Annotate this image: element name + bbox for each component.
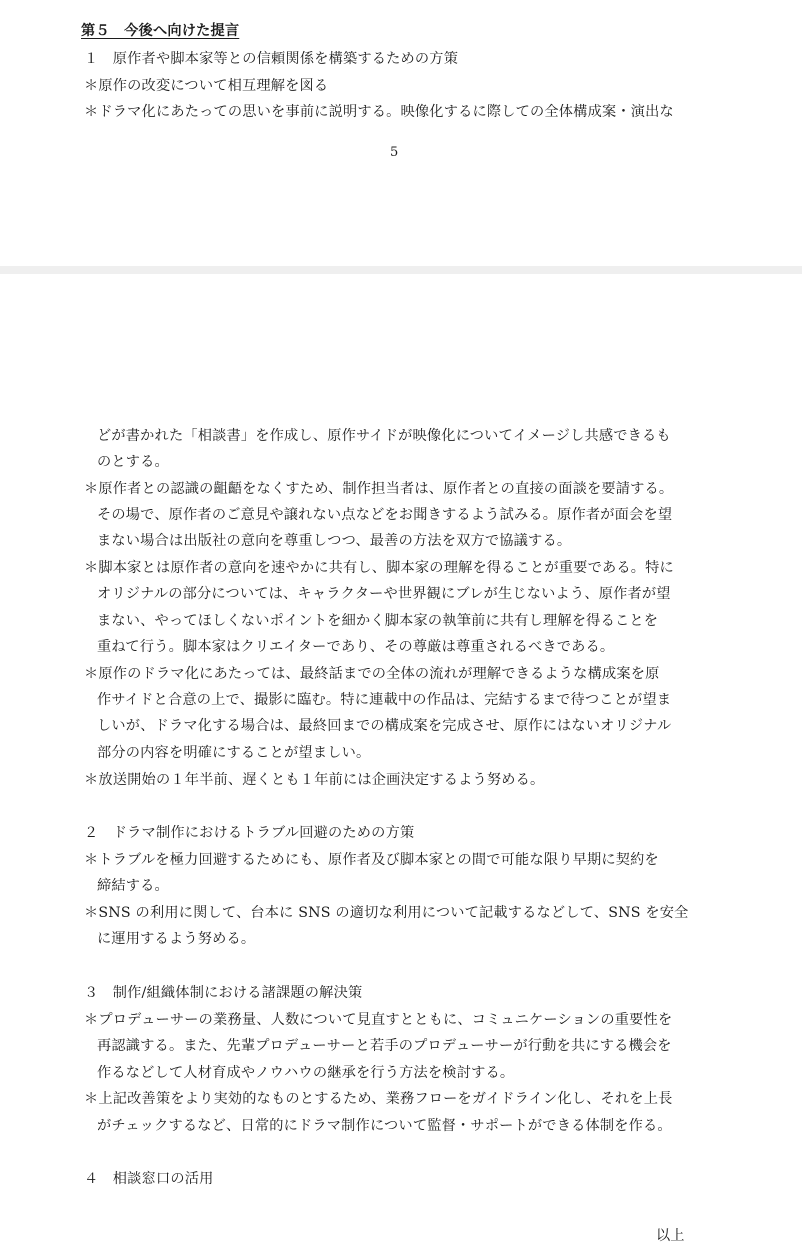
bullet-line: ＊原作のドラマ化にあたっては、最終話までの全体の流れが理解できるような構成案を原	[84, 666, 660, 682]
page-separator	[0, 266, 802, 274]
subsection-heading: ３ 制作/組織体制における諸課題の解決策	[84, 985, 363, 1001]
bullet-line: ＊上記改善策をより実効的なものとするため、業務フローをガイドライン化し、それを上長	[84, 1091, 673, 1107]
body-line: 作るなどして人材育成やノウハウの継承を行う方法を検討する。	[97, 1065, 515, 1081]
body-line: 締結する。	[97, 878, 169, 894]
page-number: 5	[390, 145, 399, 160]
closing-mark: 以上	[656, 1228, 685, 1244]
bullet-line: ＊脚本家とは原作者の意向を速やかに共有し、脚本家の理解を得ることが重要である。特に	[84, 560, 674, 576]
body-line: オリジナルの部分については、キャラクターや世界観にブレが生じないよう、原作者が望	[97, 586, 671, 602]
body-line: 部分の内容を明確にすることが望ましい。	[97, 745, 371, 761]
subsection-heading: １ 原作者や脚本家等との信頼関係を構築するための方策	[84, 51, 459, 67]
body-line: 再認識する。また、先輩プロデューサーと若手のプロデューサーが行動を共にする機会を	[97, 1038, 672, 1054]
body-line: 作サイドと合意の上で、撮影に臨む。特に連載中の作品は、完結するまで待つことが望ま	[97, 692, 672, 708]
subsection-heading: ４ 相談窓口の活用	[84, 1171, 214, 1187]
body-line: のとする。	[97, 454, 169, 470]
bullet-line: ＊放送開始の１年半前、遅くとも１年前には企画決定するよう努める。	[84, 772, 545, 788]
body-line: その場で、原作者のご意見や譲れない点などをお聞きするよう試みる。原作者が面会を望	[97, 507, 673, 523]
subsection-heading: ２ ドラマ制作におけるトラブル回避のための方策	[84, 825, 415, 841]
body-line: に運用するよう努める。	[97, 931, 256, 947]
bullet-line: ＊原作者との認識の齟齬をなくすため、制作担当者は、原作者との直接の面談を要請する。	[84, 481, 674, 497]
body-line: どが書かれた「相談書」を作成し、原作サイドが映像化についてイメージし共感できるも	[97, 428, 671, 444]
section-heading: 第５ 今後へ向けた提言	[81, 23, 240, 39]
body-line: まない、やってほしくないポイントを細かく脚本家の執筆前に共有し理解を得ることを	[97, 613, 659, 629]
body-line: 重ねて行う。脚本家はクリエイターであり、その尊厳は尊重されるべきである。	[97, 639, 615, 655]
body-line: まない場合は出版社の意向を尊重しつつ、最善の方法を双方で協議する。	[97, 533, 572, 549]
bullet-line: ＊プロデューサーの業務量、人数について見直すとともに、コミュニケーションの重要性を	[84, 1012, 673, 1028]
bullet-line: ＊SNS の利用に関して、台本に SNS の適切な利用について記載するなどして、SNS を安全	[84, 905, 689, 921]
page-2	[0, 274, 802, 1249]
body-line: しいが、ドラマ化する場合は、最終回までの構成案を完成させ、原作にはないオリジナル	[97, 718, 672, 734]
bullet-line: ＊原作の改変について相互理解を図る	[84, 78, 329, 94]
bullet-line: ＊トラブルを極力回避するためにも、原作者及び脚本家との間で可能な限り早期に契約を	[84, 852, 659, 868]
body-line: がチェックするなど、日常的にドラマ制作について監督・サポートができる体制を作る。	[97, 1118, 672, 1134]
page-1	[0, 0, 802, 266]
bullet-line: ＊ドラマ化にあたっての思いを事前に説明する。映像化するに際しての全体構成案・演出な	[84, 104, 674, 120]
